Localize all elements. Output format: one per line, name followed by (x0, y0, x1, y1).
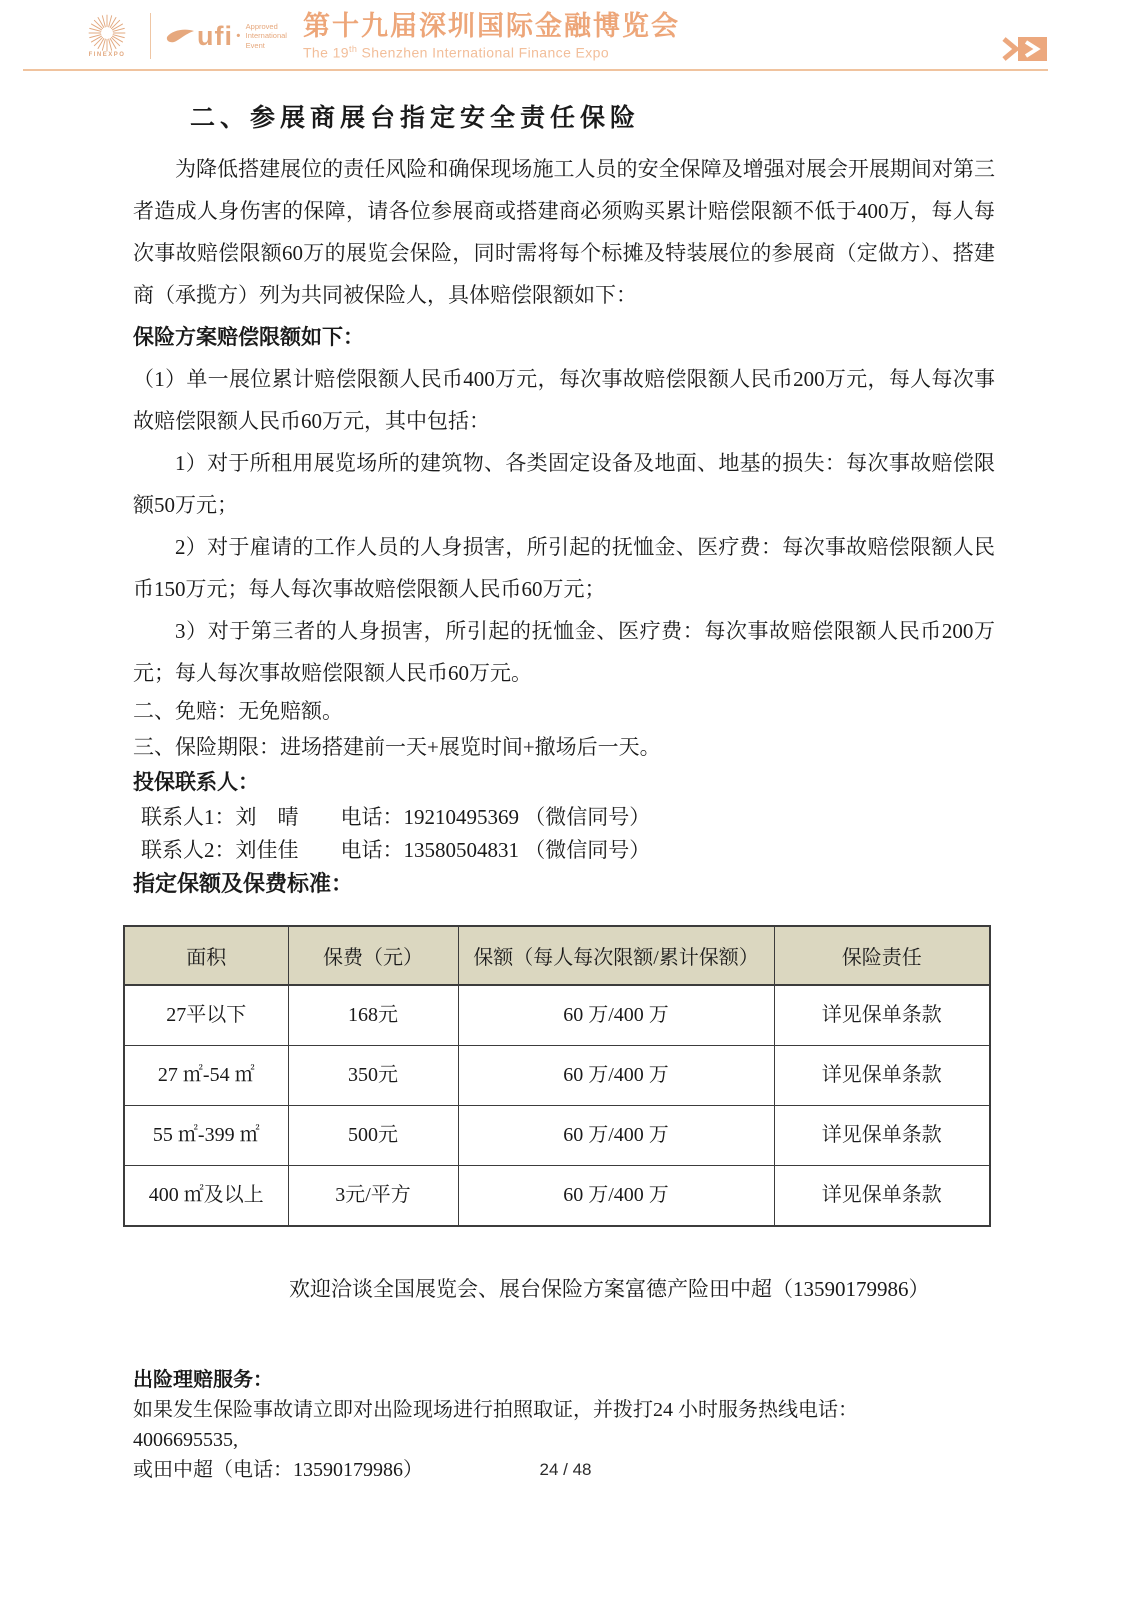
expo-title-zh: 第十九届深圳国际金融博览会 (302, 11, 680, 41)
table-row (124, 1106, 990, 1166)
contact-heading: 投保联系人： (133, 770, 259, 795)
ufi-sub-text: Approved International Event (245, 21, 287, 51)
plan-heading: 保险方案赔偿限额如下： (133, 325, 364, 349)
finexpo-logo (74, 14, 140, 58)
header-divider (23, 69, 1048, 71)
double-chevron-icon (1000, 36, 1048, 67)
table-cell: 400 ㎡及以上 (124, 1166, 288, 1227)
contact-person-2: 联系人2：刘佳佳 电话：13580504831 （微信同号） (141, 837, 651, 862)
premium-table (123, 925, 991, 1227)
expo-title-block (303, 12, 680, 60)
document-body (0, 98, 1131, 1485)
clause-1-sub-2: 2）对于雇请的工作人员的人身损害，所引起的抚恤金、医疗费：每次事故赔偿限额人民币150万元；每人每次事故赔偿限额人民币60万元； (133, 535, 995, 601)
contact-person-1: 联系人1：刘 晴 电话：19210495369 （微信同号） (141, 805, 651, 830)
sunburst-icon (88, 14, 126, 52)
clause-3: 三、保险期限：进场搭建前一天+展览时间+撤场后一天。 (133, 734, 661, 759)
page-number: 24 / 48 (539, 1460, 592, 1479)
ufi-dot: · (235, 24, 242, 47)
table-header-liability: 保险责任 (774, 926, 990, 985)
finexpo-label: FINEXPO (88, 52, 126, 59)
table-row (124, 985, 990, 1046)
table-header-coverage: 保额（每人每次限额/累计保额） (458, 926, 774, 985)
table-header-row (124, 926, 990, 985)
ufi-swoosh-icon (165, 28, 195, 44)
clause-1-sub-1: 1）对于所租用展览场所的建筑物、各类固定设备及地面、地基的损失：每次事故赔偿限额50万元； (133, 451, 995, 517)
table-cell: 详见保单条款 (774, 1166, 990, 1227)
table-cell: 3元/平方 (288, 1166, 458, 1227)
clause-2: 二、免赔：无免赔额。 (133, 699, 343, 723)
table-cell: 60 万/400 万 (458, 1106, 774, 1166)
table-cell: 详见保单条款 (774, 1106, 990, 1166)
table-cell: 60 万/400 万 (458, 985, 774, 1046)
logo-divider (150, 13, 151, 59)
table-row (124, 1166, 990, 1227)
page-header (0, 0, 1131, 74)
clause-1-sub-3: 3）对于第三者的人身损害，所引起的抚恤金、医疗费：每次事故赔偿限额人民币200万元；每人每次事故赔偿限额人民币60万元。 (133, 619, 995, 685)
claims-line-2: 4006695535, (133, 1429, 238, 1452)
ufi-wordmark: ufi (197, 20, 233, 51)
intro-paragraph: 为降低搭建展位的责任风险和确保现场施工人员的安全保障及增强对展会开展期间对第三者造成人身伤害的保障，请各位参展商或搭建商必须购买累计赔偿限额不低于400万，每人每次事故赔偿限额60万的展览会保险，同时需将每个标摊及特装展位的参展商（定做方）、搭建商（承揽方）列为共同被保险人，具体赔偿限额如下： (133, 157, 995, 307)
table-header-area: 面积 (124, 926, 288, 985)
welcome-note: 欢迎洽谈全国展览会、展台保险方案富德产险田中超（13590179986） (289, 1277, 930, 1302)
ufi-logo (165, 22, 287, 51)
table-cell: 500元 (288, 1106, 458, 1166)
table-cell: 详见保单条款 (774, 985, 990, 1046)
table-cell: 详见保单条款 (774, 1046, 990, 1106)
section-title: 二、参展商展台指定安全责任保险 (190, 105, 641, 132)
table-cell: 27平以下 (124, 985, 288, 1046)
expo-logo-group (74, 12, 680, 60)
table-cell: 60 万/400 万 (458, 1046, 774, 1106)
claims-heading: 出险理赔服务： (133, 1369, 273, 1392)
table-cell: 350元 (288, 1046, 458, 1106)
claims-line-1: 如果发生保险事故请立即对出险现场进行拍照取证，并拨打24 小时服务热线电话： (133, 1399, 858, 1422)
clause-1: （1）单一展位累计赔偿限额人民币400万元，每次事故赔偿限额人民币200万元，每人每次事故赔偿限额人民币60万元，其中包括： (133, 367, 995, 433)
expo-title-en: The 19th Shenzhen International Finance Expo (302, 43, 610, 61)
claims-line-3: 或田中超（电话：13590179986） (133, 1459, 423, 1482)
table-row (124, 1046, 990, 1106)
table-cell: 55 ㎡-399 ㎡ (124, 1106, 288, 1166)
table-cell: 27 ㎡-54 ㎡ (124, 1046, 288, 1106)
table-cell: 60 万/400 万 (458, 1166, 774, 1227)
table-cell: 168元 (288, 985, 458, 1046)
table-header-premium: 保费（元） (288, 926, 458, 985)
premium-heading: 指定保额及保费标准： (133, 871, 354, 897)
